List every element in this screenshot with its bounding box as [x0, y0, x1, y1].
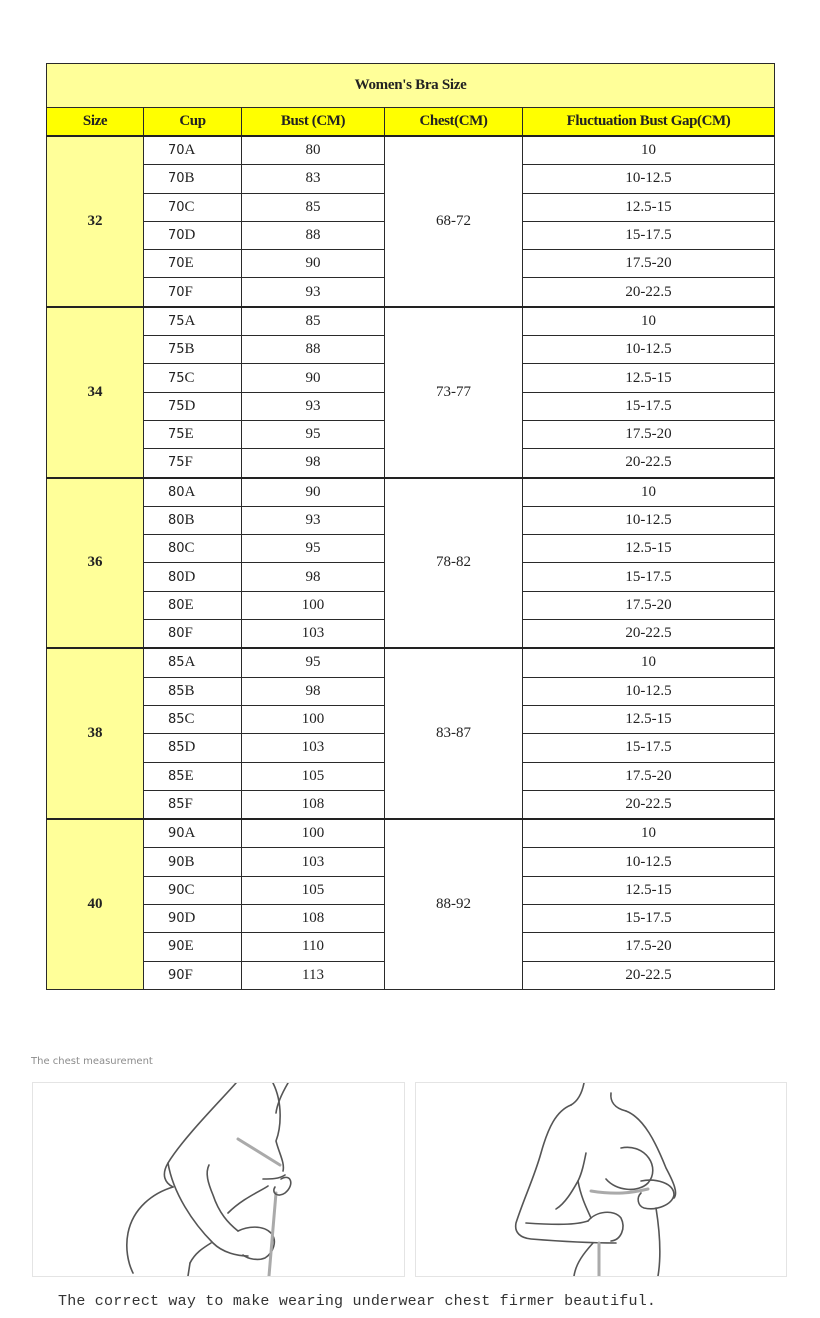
cup-cell	[144, 250, 242, 278]
cup-letter: F	[184, 625, 193, 642]
bust-cell: 93	[242, 278, 385, 307]
gap-cell: 20-22.5	[523, 961, 775, 989]
front-figure-drawing	[416, 1083, 786, 1276]
chest-cell: 68-72	[385, 136, 523, 307]
cup-cell	[144, 876, 242, 904]
bust-cell: 88	[242, 221, 385, 249]
band-value: 90	[168, 967, 185, 983]
cup-cell	[144, 848, 242, 876]
cup-letter: A	[184, 483, 196, 500]
cup-letter: D	[184, 397, 196, 414]
chest-measurement-label: The chest measurement	[31, 1056, 153, 1067]
cup-cell	[144, 961, 242, 989]
band-value: 80	[168, 626, 185, 642]
bust-cell: 113	[242, 961, 385, 989]
cup-cell	[144, 563, 242, 591]
cup-letter: C	[184, 540, 195, 557]
band-value: 70	[168, 284, 185, 300]
header-size: Size	[47, 108, 144, 137]
gap-cell: 10-12.5	[523, 165, 775, 193]
gap-cell: 15-17.5	[523, 734, 775, 762]
gap-cell: 10	[523, 648, 775, 677]
chest-cell: 83-87	[385, 648, 523, 819]
cup-letter: D	[184, 227, 196, 244]
bust-cell: 108	[242, 790, 385, 819]
bust-cell: 95	[242, 420, 385, 448]
band-value: 80	[168, 541, 185, 557]
band-value: 90	[168, 854, 185, 870]
gap-cell: 15-17.5	[523, 905, 775, 933]
band-value: 85	[168, 655, 185, 671]
bust-cell: 90	[242, 478, 385, 507]
cup-cell	[144, 336, 242, 364]
bust-cell: 93	[242, 506, 385, 534]
bust-cell: 85	[242, 307, 385, 336]
table-row	[47, 478, 775, 507]
cup-letter: B	[184, 341, 195, 358]
band-value: 75	[168, 370, 185, 386]
bust-cell: 83	[242, 165, 385, 193]
gap-cell: 17.5-20	[523, 762, 775, 790]
cup-letter: E	[184, 767, 194, 784]
bust-cell: 103	[242, 734, 385, 762]
gap-cell: 12.5-15	[523, 876, 775, 904]
cup-cell	[144, 478, 242, 507]
table-row	[47, 819, 775, 848]
table-row	[47, 307, 775, 336]
cup-letter: A	[184, 312, 196, 329]
band-value: 90	[168, 882, 185, 898]
gap-cell: 20-22.5	[523, 790, 775, 819]
bust-cell: 98	[242, 677, 385, 705]
cup-cell	[144, 449, 242, 478]
size-cell: 40	[47, 819, 144, 989]
header-bust: Bust (CM)	[242, 108, 385, 137]
cup-cell	[144, 193, 242, 221]
bust-cell: 105	[242, 762, 385, 790]
band-value: 70	[168, 143, 185, 159]
cup-letter: D	[184, 739, 196, 756]
cup-letter: E	[184, 426, 194, 443]
table-row	[47, 648, 775, 677]
header-row	[47, 108, 775, 137]
band-value: 90	[168, 826, 185, 842]
size-cell: 36	[47, 478, 144, 649]
cup-cell	[144, 420, 242, 448]
bust-cell: 93	[242, 392, 385, 420]
size-cell: 32	[47, 136, 144, 307]
bust-cell: 100	[242, 705, 385, 733]
size-cell: 38	[47, 648, 144, 819]
band-value: 85	[168, 683, 185, 699]
cup-letter: A	[184, 142, 196, 159]
band-value: 90	[168, 939, 185, 955]
cup-cell	[144, 705, 242, 733]
gap-cell: 12.5-15	[523, 364, 775, 392]
band-value: 75	[168, 342, 185, 358]
band-value: 85	[168, 740, 185, 756]
gap-cell: 10-12.5	[523, 336, 775, 364]
bust-cell: 105	[242, 876, 385, 904]
footer-tagline: The correct way to make wearing underwear chest firmer beautiful.	[58, 1293, 657, 1310]
size-cell: 34	[47, 307, 144, 478]
bust-cell: 95	[242, 535, 385, 563]
table-row	[47, 136, 775, 165]
chest-cell: 73-77	[385, 307, 523, 478]
bust-cell: 85	[242, 193, 385, 221]
cup-letter: A	[184, 654, 196, 671]
band-value: 80	[168, 513, 185, 528]
cup-letter: E	[184, 596, 194, 613]
bra-size-table	[46, 63, 775, 990]
band-value: 90	[168, 911, 185, 927]
cup-letter: B	[184, 512, 195, 528]
cup-cell	[144, 933, 242, 961]
cup-letter: C	[184, 369, 195, 386]
gap-cell: 10	[523, 478, 775, 507]
gap-cell: 17.5-20	[523, 250, 775, 278]
cup-cell	[144, 790, 242, 819]
cup-letter: D	[184, 910, 196, 927]
gap-cell: 12.5-15	[523, 193, 775, 221]
band-value: 75	[168, 455, 185, 471]
cup-cell	[144, 905, 242, 933]
gap-cell: 17.5-20	[523, 933, 775, 961]
table-body	[47, 136, 775, 989]
cup-cell	[144, 648, 242, 677]
bust-cell: 90	[242, 250, 385, 278]
band-value: 80	[168, 569, 185, 585]
cup-letter: C	[184, 198, 195, 215]
header-cup: Cup	[144, 108, 242, 137]
cup-cell	[144, 535, 242, 563]
gap-cell: 10-12.5	[523, 848, 775, 876]
cup-cell	[144, 762, 242, 790]
cup-letter: B	[184, 853, 195, 870]
band-value: 85	[168, 768, 185, 784]
band-value: 70	[168, 199, 185, 215]
bust-cell: 100	[242, 591, 385, 619]
cup-letter: C	[184, 881, 195, 898]
gap-cell: 20-22.5	[523, 278, 775, 307]
cup-letter: F	[184, 454, 193, 471]
cup-cell	[144, 620, 242, 649]
bust-cell: 103	[242, 848, 385, 876]
cup-cell	[144, 677, 242, 705]
gap-cell: 15-17.5	[523, 392, 775, 420]
bust-cell: 80	[242, 136, 385, 165]
band-value: 75	[168, 313, 185, 329]
gap-cell: 20-22.5	[523, 620, 775, 649]
band-value: 70	[168, 228, 185, 244]
band-value: 85	[168, 712, 185, 728]
cup-cell	[144, 165, 242, 193]
band-value: 75	[168, 427, 185, 443]
table-title: Women's Bra Size	[47, 64, 775, 108]
bust-cell: 108	[242, 905, 385, 933]
bust-cell: 110	[242, 933, 385, 961]
bust-cell: 90	[242, 364, 385, 392]
cup-letter: E	[184, 938, 194, 955]
cup-cell	[144, 221, 242, 249]
cup-letter: C	[184, 711, 195, 728]
cup-cell	[144, 392, 242, 420]
gap-cell: 17.5-20	[523, 591, 775, 619]
header-gap: Fluctuation Bust Gap(CM)	[523, 108, 775, 137]
band-value: 75	[168, 398, 185, 414]
band-value: 80	[168, 597, 185, 613]
cup-cell	[144, 506, 242, 534]
bust-cell: 103	[242, 620, 385, 649]
chest-cell: 78-82	[385, 478, 523, 649]
chest-cell: 88-92	[385, 819, 523, 989]
gap-cell: 12.5-15	[523, 705, 775, 733]
gap-cell: 10-12.5	[523, 506, 775, 534]
band-value: 80	[168, 484, 185, 500]
gap-cell: 10	[523, 307, 775, 336]
side-figure-drawing	[33, 1083, 404, 1276]
gap-cell: 12.5-15	[523, 535, 775, 563]
front-view-measurement-illustration	[415, 1082, 787, 1277]
bust-cell: 100	[242, 819, 385, 848]
bust-cell: 95	[242, 648, 385, 677]
cup-cell	[144, 364, 242, 392]
gap-cell: 10	[523, 136, 775, 165]
band-value: 70	[168, 171, 185, 187]
cup-cell	[144, 734, 242, 762]
gap-cell: 15-17.5	[523, 221, 775, 249]
header-chest: Chest(CM)	[385, 108, 523, 137]
gap-cell: 10-12.5	[523, 677, 775, 705]
cup-letter: F	[184, 795, 193, 812]
cup-cell	[144, 819, 242, 848]
cup-letter: F	[184, 966, 193, 983]
cup-cell	[144, 136, 242, 165]
cup-letter: F	[184, 283, 193, 300]
gap-cell: 20-22.5	[523, 449, 775, 478]
bust-cell: 98	[242, 563, 385, 591]
side-view-measurement-illustration	[32, 1082, 405, 1277]
cup-letter: E	[184, 255, 194, 272]
gap-cell: 10	[523, 819, 775, 848]
gap-cell: 15-17.5	[523, 563, 775, 591]
cup-letter: A	[184, 825, 196, 842]
cup-cell	[144, 591, 242, 619]
band-value: 70	[168, 256, 185, 272]
cup-letter: B	[184, 682, 195, 699]
bust-cell: 88	[242, 336, 385, 364]
band-value: 85	[168, 796, 185, 812]
cup-cell	[144, 278, 242, 307]
cup-cell	[144, 307, 242, 336]
cup-letter: B	[184, 170, 195, 187]
gap-cell: 17.5-20	[523, 420, 775, 448]
cup-letter: D	[184, 568, 196, 585]
bust-cell: 98	[242, 449, 385, 478]
